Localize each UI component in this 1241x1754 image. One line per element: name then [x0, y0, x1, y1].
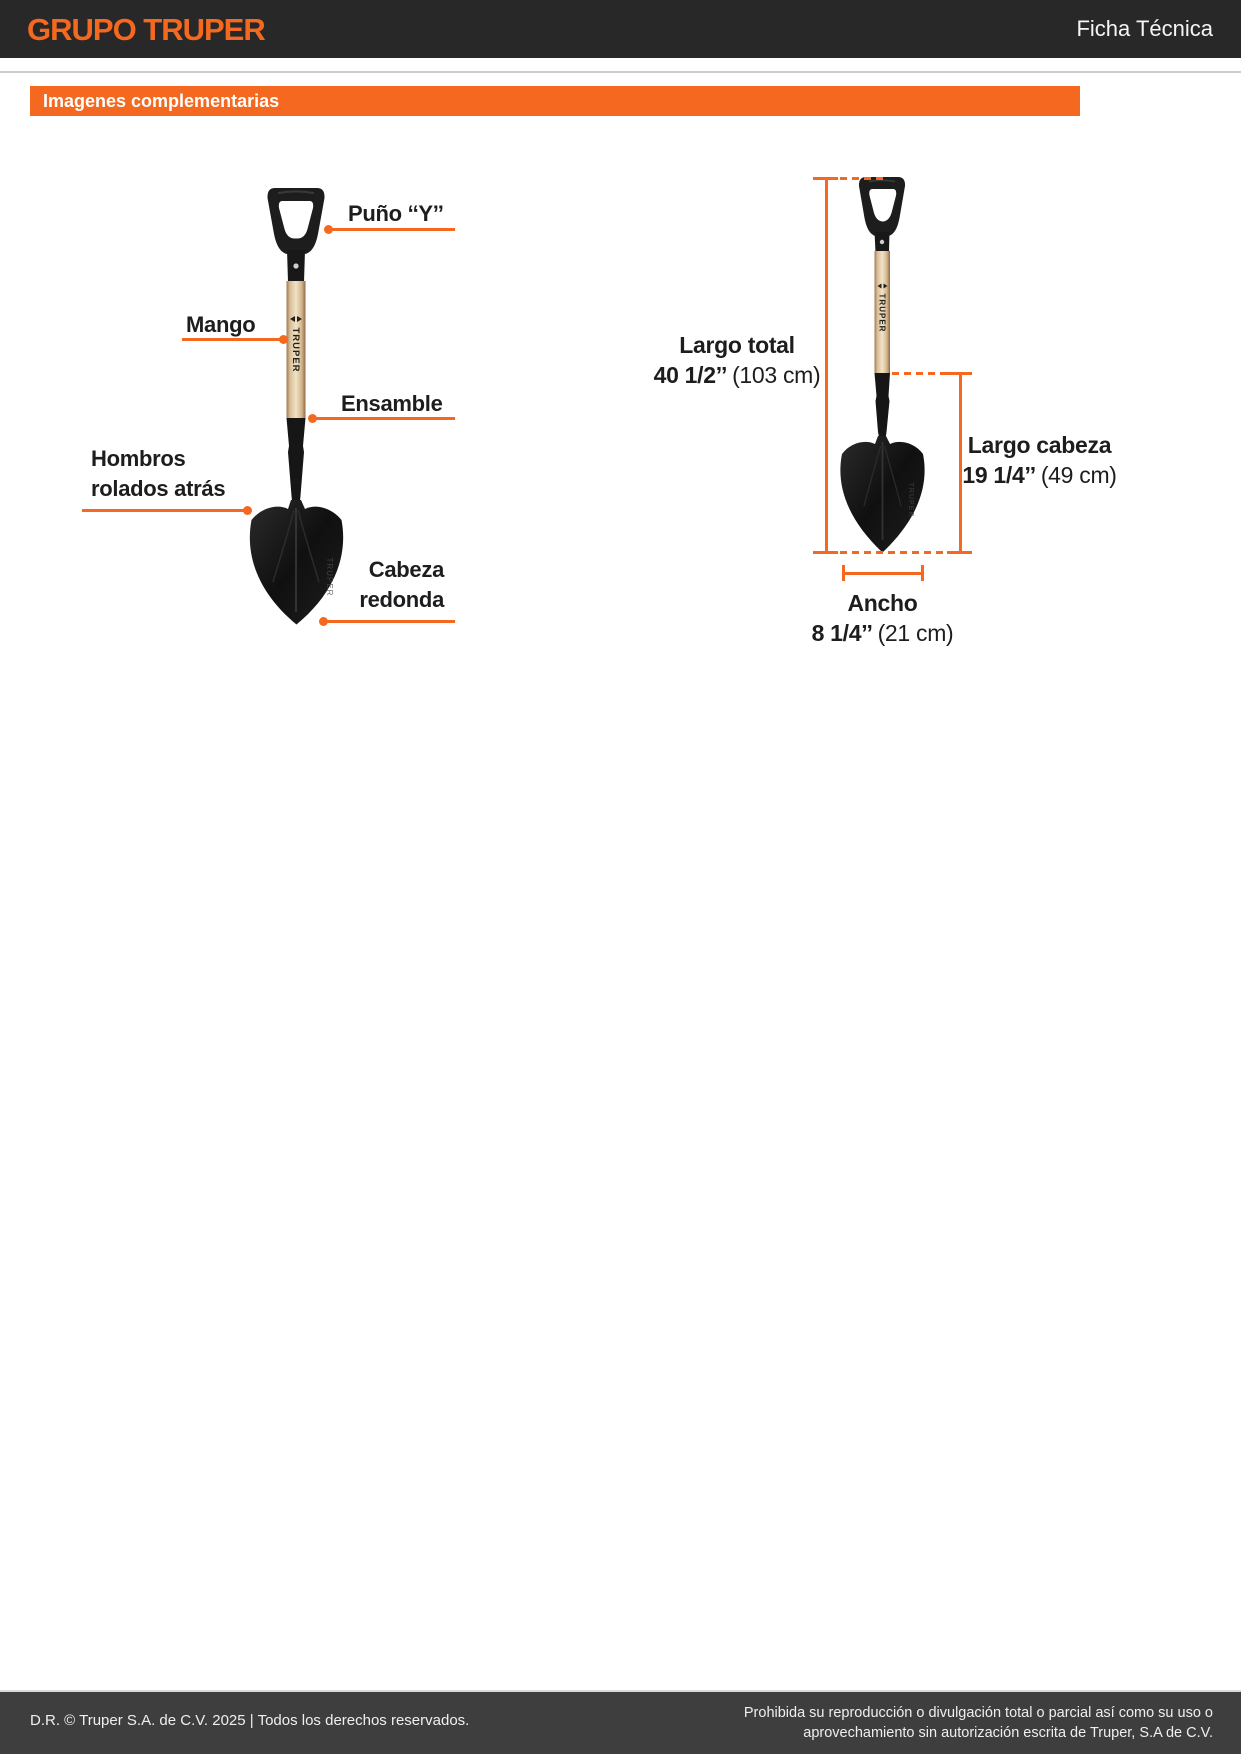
- label-cabeza: [330, 555, 444, 615]
- footer-legal-line1: Prohibida su reproducción o divulgación total o parcial así como su uso o: [743, 1705, 1213, 1721]
- dim-line-ancho: [842, 572, 924, 575]
- label-ensamble: Ensamble: [341, 391, 443, 416]
- label-cabeza-line2: redonda: [359, 587, 444, 612]
- largo-cabeza-value-row: [957, 460, 1122, 490]
- dim-text-ancho: [800, 588, 965, 648]
- callout-line-mango: [182, 338, 284, 341]
- dim-dash-socket: [892, 372, 960, 375]
- label-cabeza-line1: Cabeza: [368, 557, 444, 582]
- callout-dot-cabeza: [319, 617, 328, 626]
- largo-cabeza-label: Largo cabeza: [967, 432, 1112, 458]
- dim-tick-ancho-left: [842, 565, 845, 581]
- footer-legal: [744, 1703, 1213, 1743]
- label-mango: Mango: [186, 312, 256, 337]
- largo-total-value: 40 1/2’’: [653, 362, 728, 388]
- largo-cabeza-metric: (49 cm): [1040, 462, 1117, 488]
- callout-line-puno: [328, 228, 455, 231]
- rivet: [293, 263, 298, 268]
- grupo-truper-logo: GRUPO TRUPER: [27, 12, 265, 47]
- callout-line-hombros: [82, 509, 248, 512]
- dim-dash-handle-top: [828, 177, 884, 180]
- largo-total-label: Largo total: [679, 332, 795, 358]
- callout-dot-hombros: [243, 506, 252, 515]
- largo-cabeza-value: 19 1/4’’: [962, 462, 1036, 488]
- socket: [287, 418, 306, 510]
- brand-on-blade: TRUPER: [325, 557, 334, 597]
- section-banner: Imagenes complementarias: [30, 86, 1080, 116]
- d-grip: [859, 177, 905, 236]
- ancho-value-row: [800, 618, 965, 648]
- dim-text-largo-cabeza: [957, 430, 1122, 490]
- callout-dot-puno: [324, 225, 333, 234]
- callout-line-cabeza: [323, 620, 455, 623]
- brand-on-blade: TRUPER: [907, 482, 914, 518]
- ancho-metric: (21 cm): [877, 620, 954, 646]
- label-hombros-line1: Hombros: [91, 446, 186, 471]
- label-hombros-line2: rolados atrás: [91, 476, 226, 501]
- header-bar: [0, 0, 1241, 58]
- ancho-label: Ancho: [847, 590, 918, 616]
- brand-on-handle: TRUPER: [877, 293, 887, 333]
- largo-total-value-row: [610, 360, 864, 390]
- label-hombros: [91, 444, 225, 504]
- dim-cap-cabeza-bottom: [947, 551, 972, 554]
- page-title: Ficha Técnica: [1076, 16, 1213, 41]
- dim-dash-blade-bottom: [816, 551, 952, 554]
- callout-dot-ensamble: [308, 414, 317, 423]
- ancho-value: 8 1/4’’: [811, 620, 873, 646]
- largo-total-metric: (103 cm): [732, 362, 821, 388]
- socket: [875, 373, 891, 442]
- dim-tick-ancho-right: [921, 565, 924, 581]
- footer-legal-line2: aprovechamiento sin autorización escrita de Truper, S.A de C.V.: [803, 1725, 1213, 1741]
- brand-on-handle: TRUPER: [290, 327, 301, 373]
- divider: [0, 71, 1241, 73]
- footer-copyright: D.R. © Truper S.A. de C.V. 2025 | Todos los derechos reservados.: [30, 1712, 470, 1729]
- dim-text-largo-total: [610, 330, 864, 390]
- d-grip: [267, 188, 324, 254]
- callout-line-ensamble: [312, 417, 455, 420]
- label-puno: Puño ‘‘Y’’: [348, 201, 444, 226]
- rivet: [880, 240, 884, 244]
- callout-dot-mango: [279, 335, 288, 344]
